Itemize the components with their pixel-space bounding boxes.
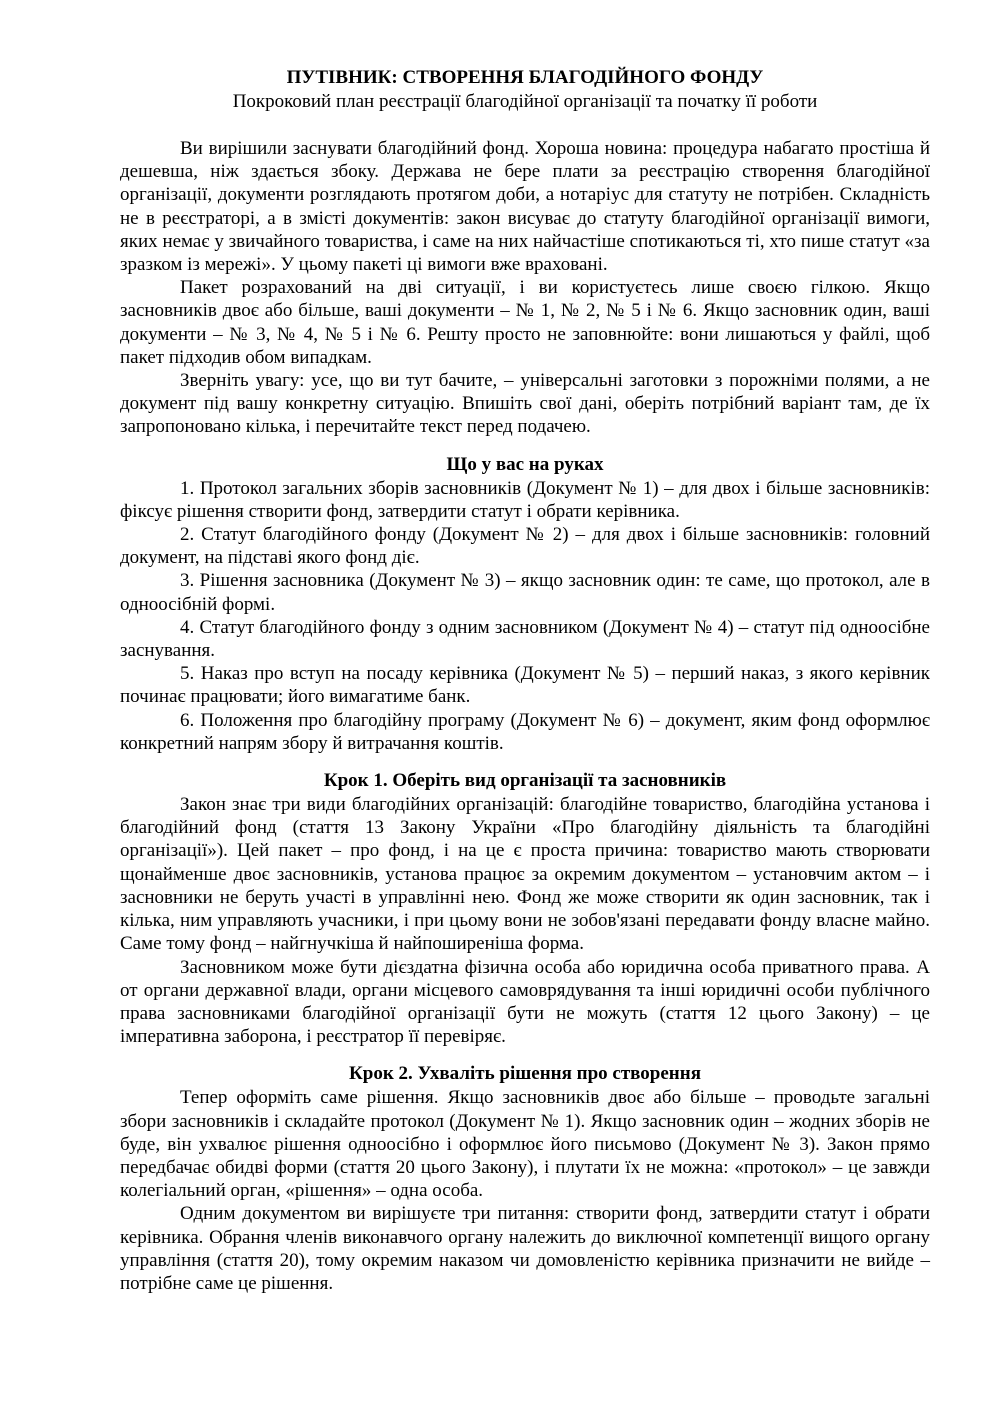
step-2-paragraph: Тепер оформіть саме рішення. Якщо засновників двоє або більше – проводьте загальні збори засновників і складайте протокол (Документ № 1). Якщо засновник один – жодних зборів не буде, він ухвалює рішення одноосібно і оформлює його письмово (Документ № 3). Закон прямо передбачає обидві форми (стаття 20 цього Закону), і плутати їх не можна: «протокол» – це завжди колегіальний орган, «рішення» – одна особа. [120, 1087, 930, 1202]
section-heading-step-1: Крок 1. Оберіть вид організації та засновників [323, 770, 727, 792]
section-heading-step-2: Крок 2. Ухваліть рішення про створення [348, 1063, 701, 1085]
document-list-item: 6. Положення про благодійну програму (Документ № 6) – документ, яким фонд оформлює конкретний напрям збору й витрачання коштів. [120, 709, 930, 754]
document-list-item: 5. Наказ про вступ на посаду керівника (Документ № 5) – перший наказ, з якого керівник починає працювати; його вимагатиме банк. [120, 663, 930, 708]
step-1-paragraph: Закон знає три види благодійних організацій: благодійне товариство, благодійна установа і благодійний фонд (стаття 13 Закону України «Про благодійну діяльність та благодійні організації»). Цей пакет – про фонд, і на це є проста причина: товариство мають створювати щонайменше двоє засновників, установа працює за окремим документом – установчим актом – і засновники не беруть участі в управлінні нею. Фонд же може створити як один засновник, так і кілька, ним управляють учасники, і при цьому вони не зобов'язані передавати фонду власне майно. Саме тому фонд – найгнучкіша й найпоширеніша форма. [120, 794, 930, 955]
document-list-item: 3. Рішення засновника (Документ № 3) – якщо засновник один: те саме, що протокол, але в одноосібній формі. [120, 570, 930, 615]
step-1-paragraph: Засновником може бути дієздатна фізична особа або юридична особа приватного права. А от органи державної влади, органи місцевого самоврядування та інші юридичні особи публічного права засновниками благодійної організації бути не можуть (стаття 12 цього Закону) – це імперативна заборона, і реєстратор її перевіряє. [120, 956, 930, 1048]
document-subtitle: Покроковий план реєстрації благодійної організації та початку її роботи [232, 91, 818, 112]
document-list-item: 1. Протокол загальних зборів засновників (Документ № 1) – для двох і більше засновників: фіксує рішення створити фонд, затвердити статут і обрати керівника. [120, 477, 930, 522]
step-2-paragraph: Одним документом ви вирішуєте три питання: створити фонд, затвердити статут і обрати керівника. Обрання членів виконавчого органу належить до виключної компетенції вищого органу управління (стаття 20), тому окремим наказом чи домовленістю керівника призначити не вийде – потрібне саме це рішення. [120, 1203, 930, 1294]
intro-paragraph: Ви вирішили заснувати благодійний фонд. Хороша новина: процедура набагато простіша й дешевша, ніж здається збоку. Держава не бере плати за реєстрацію створення благодійної організації, документи розглядають протягом доби, а нотаріус для статуту не потрібен. Складність не в реєстраторі, а в змісті документів: закон висуває до статуту благодійної організації вимоги, яких немає у звичайного товариства, і саме на них найчастіше спотикаються ті, хто пише статут «за зразком із мережі». У цьому пакеті ці вимоги вже враховані. [120, 138, 930, 276]
document-list-item: 2. Статут благодійного фонду (Документ № 2) – для двох і більше засновників: головний документ, на підставі якого фонд діє. [120, 524, 930, 569]
intro-paragraph: Пакет розрахований на дві ситуації, і ви користуєтесь лише своєю гілкою. Якщо засновників двоє або більше, ваші документи – № 1, № 2, № 5 і № 6. Якщо засновник один, ваші документи – № 3, № 4, № 5 і № 6. Решту просто не заповнюйте: вони лишаються у файлі, щоб пакет підходив обом випадкам. [120, 277, 930, 368]
document-list-item: 4. Статут благодійного фонду з одним засновником (Документ № 4) – статут під одноосібне заснування. [120, 616, 930, 662]
intro-paragraph: Зверніть увагу: усе, що ви тут бачите, – універсальні заготовки з порожніми полями, а не документ під вашу конкретну ситуацію. Впишіть свої дані, оберіть потрібний варіант там, де їх запропоновано кілька, і перечитайте текст перед подачею. [120, 370, 930, 438]
document-title: ПУТІВНИК: СТВОРЕННЯ БЛАГОДІЙНОГО ФОНДУ [286, 67, 764, 88]
section-heading-documents: Що у вас на руках [446, 453, 604, 475]
